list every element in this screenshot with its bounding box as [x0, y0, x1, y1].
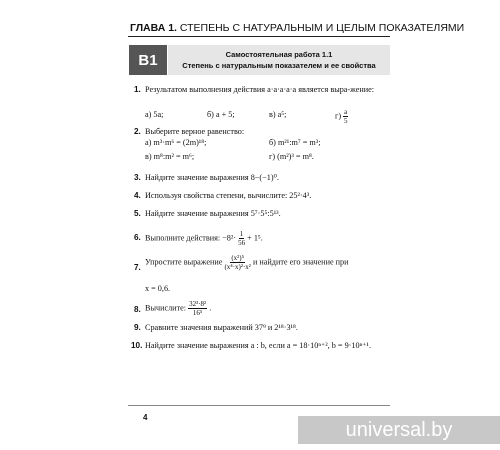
- task-number: 9.: [134, 323, 141, 332]
- footer-rule: [128, 405, 390, 406]
- task-text: Выберите верное равенство:: [145, 127, 245, 136]
- task-8-tail: .: [209, 303, 212, 313]
- task-number: 7.: [134, 263, 141, 272]
- fraction-numerator: 1: [239, 230, 244, 238]
- option-d: [335, 108, 348, 125]
- task-6: [128, 230, 390, 247]
- task-8: [128, 300, 390, 317]
- task-1: [128, 84, 390, 95]
- option-b: б) a + 5;: [207, 110, 235, 119]
- variant-badge: В1: [129, 45, 167, 75]
- task-7-tail: и найдите его значение при: [252, 257, 349, 267]
- fraction-numerator: 32³·8²: [189, 300, 207, 308]
- watermark: universal.by: [298, 416, 500, 444]
- fraction-numerator: a: [344, 108, 348, 116]
- task-5: [128, 208, 390, 219]
- task-number: 8.: [134, 305, 141, 314]
- option-c: в) a⁵;: [269, 110, 287, 119]
- page-number: 4: [143, 413, 148, 422]
- task-7: [128, 254, 390, 271]
- chapter-title: СТЕПЕНЬ С НАТУРАЛЬНЫМ И ЦЕЛЫМ ПОКАЗАТЕЛЯМИ: [179, 22, 465, 34]
- task-4: [128, 190, 390, 201]
- task-text: [145, 230, 390, 247]
- header-rule: [128, 36, 390, 37]
- task-text: Результатом выполнения действия a·a·a·a·a является выра-жение:: [145, 85, 375, 94]
- option-d-label: г): [335, 111, 342, 121]
- task-text: Найдите значение выражения 5⁷·5⁵:5¹³.: [145, 209, 281, 218]
- task-number: 6.: [134, 233, 141, 242]
- task-number: 5.: [134, 209, 141, 218]
- task-text: [145, 254, 390, 271]
- task-7-prefix: Упростите выражение: [145, 257, 223, 267]
- option-b: б) m²¹:m⁷ = m³;: [269, 138, 321, 147]
- fraction-denominator: 56: [238, 239, 246, 247]
- task-9: [128, 322, 390, 333]
- fraction-denominator: (x⁴·x)²·x²: [224, 263, 251, 271]
- task-text: Найдите значение выражения a : b, если a = 18·10ⁿ⁺², b = 9·10ⁿ⁺¹.: [145, 341, 371, 350]
- task-8-fraction: [188, 300, 207, 317]
- option-a: а) m³·m⁶ = (2m)¹⁸;: [145, 138, 207, 147]
- task-text: Сравните значения выражений 37⁹ и 2¹⁸·3¹⁸.: [145, 323, 298, 332]
- task-3: [128, 172, 390, 183]
- work-subtitle: Степень с натуральным показателем и ее свойства: [182, 61, 376, 70]
- fraction-denominator: 5: [343, 117, 348, 125]
- option-d: г) (m²)³ = m⁸.: [269, 152, 314, 161]
- task-number: 2.: [134, 127, 141, 136]
- task-6-fraction: [238, 230, 245, 247]
- task-8-prefix: Вычислите:: [145, 303, 187, 313]
- task-2: [128, 126, 390, 137]
- work-title-box: [168, 45, 390, 75]
- task-7-continuation: [128, 283, 390, 294]
- option-c: в) m⁸:m² = m⁶;: [145, 152, 195, 161]
- task-text: Найдите значение выражения 8−(−1)⁰.: [145, 173, 279, 182]
- chapter-header: [130, 22, 465, 34]
- chapter-label: ГЛАВА 1.: [130, 22, 177, 34]
- task-7-fraction: [224, 254, 250, 271]
- task-number: 4.: [134, 191, 141, 200]
- fraction-numerator: (x²)⁵: [231, 254, 245, 262]
- task-7-line2: x = 0,6.: [145, 284, 171, 293]
- work-title: Самостоятельная работа 1.1: [225, 50, 333, 59]
- task-number: 1.: [134, 85, 141, 94]
- task-number: 3.: [134, 173, 141, 182]
- fraction-denominator: 16⁵: [192, 309, 203, 317]
- task-6-prefix: Выполните действия: −8²·: [145, 233, 237, 243]
- task-number: 10.: [131, 341, 143, 350]
- option-d-fraction: [343, 108, 348, 125]
- option-a: а) 5a;: [145, 110, 164, 119]
- task-10: [128, 340, 390, 351]
- task-6-tail: + 1⁵.: [247, 233, 263, 243]
- task-text: Используя свойства степени, вычислите: 25²·4³.: [145, 191, 312, 200]
- task-text: [145, 300, 390, 317]
